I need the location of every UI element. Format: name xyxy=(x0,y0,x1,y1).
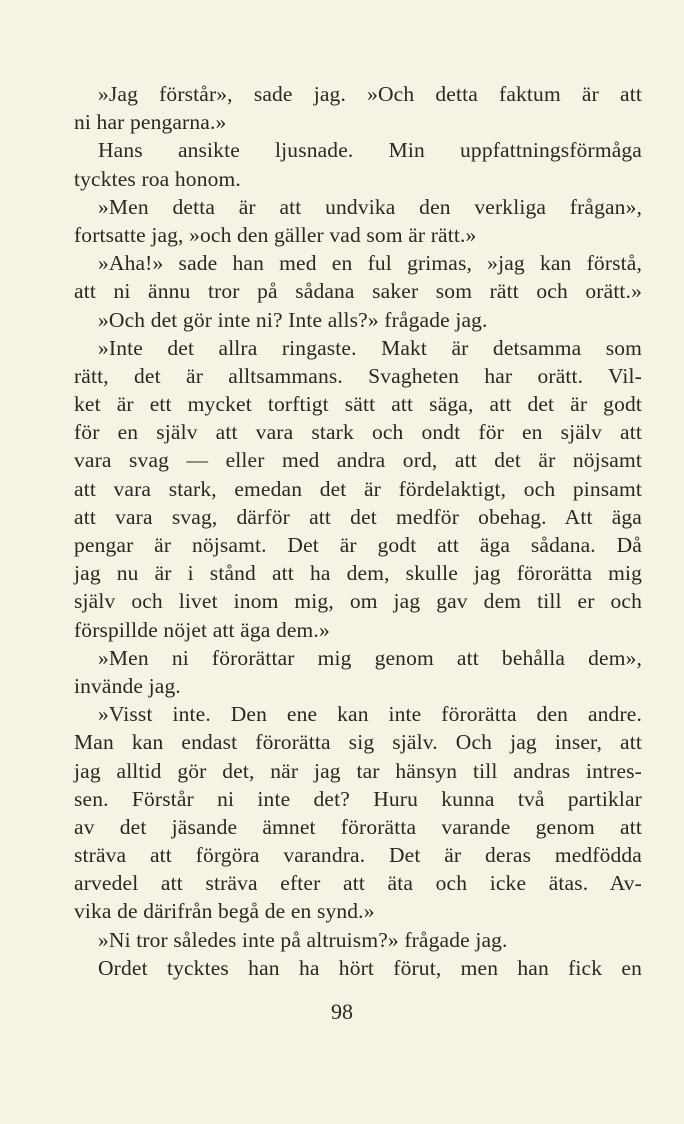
text-line: sträva att förgöra varandra. Det är deras medfödda xyxy=(74,843,642,868)
text-line: ket är ett mycket torftigt sätt att säga, att det är godt xyxy=(74,392,642,417)
text-line: jag alltid gör det, när jag tar hänsyn till andras intres- xyxy=(74,758,642,783)
page-number: 98 xyxy=(331,999,353,1024)
text-line: rätt, det är alltsammans. Svagheten har orätt. Vil- xyxy=(74,363,642,388)
text-line: fortsatte jag, »och den gäller vad som är rätt.» xyxy=(74,222,477,247)
text-line: pengar är nöjsamt. Det är godt att äga sådana. Då xyxy=(74,533,642,557)
text-line: förspillde nöjet att äga dem.» xyxy=(74,617,330,642)
text-line: jag nu är i stånd att ha dem, skulle jag förorätta mig xyxy=(74,561,642,586)
text-line: vika de därifrån begå de en synd.» xyxy=(74,899,375,924)
text-line: att ni ännu tror på sådana saker som rätt och orätt.» xyxy=(74,279,642,304)
body-text xyxy=(74,80,642,982)
text-line: vara svag — eller med andra ord, att det är nöjsamt xyxy=(74,448,642,473)
text-line: invände jag. xyxy=(74,673,181,698)
text-line: arvedel att sträva efter att äta och icke ätas. Av- xyxy=(74,871,642,896)
text-line: att vara stark, emedan det är fördelaktigt, och pinsamt xyxy=(74,476,642,501)
text-line: »Jag förstår», sade jag. »Och detta faktum är att xyxy=(98,82,642,106)
text-line: »Och det gör inte ni? Inte alls?» frågade jag. xyxy=(98,307,488,332)
text-line: sen. Förstår ni inte det? Huru kunna två partiklar xyxy=(74,786,642,811)
text-line: »Inte det allra ringaste. Makt är detsamma som xyxy=(98,335,642,360)
text-line: »Visst inte. Den ene kan inte förorätta den andre. xyxy=(98,702,642,727)
text-line: Hans ansikte ljusnade. Min uppfattningsförmåga xyxy=(98,138,642,163)
text-line: av det jäsande ämnet förorätta varande genom att xyxy=(74,814,642,839)
text-line: ni har pengarna.» xyxy=(74,110,227,135)
text-line: »Men detta är att undvika den verkliga frågan», xyxy=(98,194,642,219)
text-line: Ordet tycktes han ha hört förut, men han fick en xyxy=(98,955,642,980)
text-line: för en själv att vara stark och ondt för en själv att xyxy=(74,420,642,445)
text-line: »Men ni förorättar mig genom att behålla dem», xyxy=(98,645,642,670)
text-line: »Aha!» sade han med en ful grimas, »jag kan förstå, xyxy=(98,251,642,276)
text-line: själv och livet inom mig, om jag gav dem till er och xyxy=(74,589,642,614)
text-line: »Ni tror således inte på altruism?» frågade jag. xyxy=(98,927,508,952)
text-line: Man kan endast förorätta sig själv. Och jag inser, att xyxy=(74,730,642,755)
text-line: tycktes roa honom. xyxy=(74,166,241,191)
text-line: att vara svag, därför att det medför obehag. Att äga xyxy=(74,504,642,529)
